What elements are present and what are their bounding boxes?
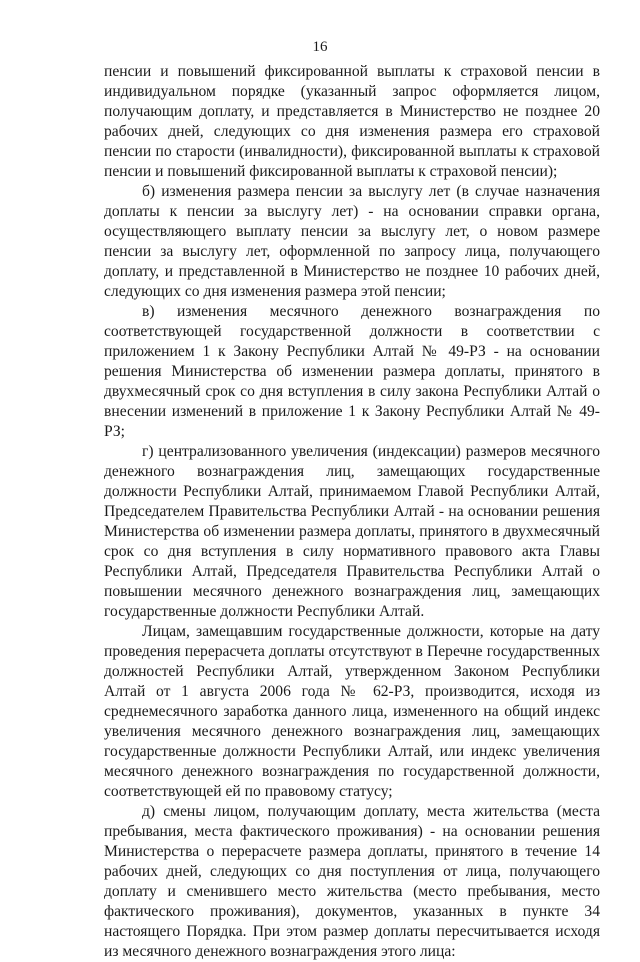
paragraph-continuation: пенсии и повышений фиксированной выплаты к страховой пенсии в индивидуальном порядке (указанный запрос оформляется лицом, получающим доплату, и представляется в Министерство не позднее 20 рабочих дней, следующих со дня изменения размера его страховой пенсии по старости (инвалидности), фиксированной выплаты к страховой пенсии и повышений фиксированной выплаты к страховой пенсии);: [104, 63, 600, 180]
page-number: 16: [312, 39, 328, 55]
paragraph-item-g: г) централизованного увеличения (индексации) размеров месячного денежного вознаграждения лиц, замещающих государственные должности Республики Алтай, принимаемом Главой Республики Алтай, Председателем Правительства Республики Алтай - на основании решения Министерства об изменении размера доплаты, принятого в двухмесячный срок со дня вступления в силу нормативного правового акта Главы Республики Алтай, Председателя Правительства Республики Алтай о повышении месячного денежного вознаграждения лиц, замещающих государственные должности Республики Алтай.: [104, 443, 600, 620]
document-body: [104, 62, 600, 962]
paragraph-former-officials: Лицам, замещавшим государственные должности, которые на дату проведения перерасчета доплаты отсутствуют в Перечне государственных должностей Республики Алтай, утвержденном Законом Республики Алтай от 1 августа 2006 года № 62-РЗ, производится, исходя из среднемесячного заработка данного лица, измененного на общий индекс увеличения месячного денежного вознаграждения лиц, замещающих государственные должности Республики Алтай, или индекс увеличения месячного денежного вознаграждения по государственной должности, соответствующей ей по правовому статусу;: [104, 623, 600, 800]
paragraph-item-b: б) изменения размера пенсии за выслугу лет (в случае назначения доплаты к пенсии за выслугу лет) - на основании справки органа, осуществляющего выплату пенсии за выслугу лет, о новом размере пенсии за выслугу лет, оформленной по запросу лица, получающего доплату, и представленной в Министерство не позднее 10 рабочих дней, следующих со дня изменения размера этой пенсии;: [104, 183, 600, 300]
paragraph-item-v: в) изменения месячного денежного вознаграждения по соответствующей государственной должности в соответствии с приложением 1 к Закону Республики Алтай № 49-РЗ - на основании решения Министерства об изменении размера доплаты, принятого в двухмесячный срок со дня вступления в силу закона Республики Алтай о внесении изменений в приложение 1 к Закону Республики Алтай № 49-РЗ;: [104, 303, 600, 440]
paragraph-item-d: д) смены лицом, получающим доплату, места жительства (места пребывания, места фактического проживания) - на основании решения Министерства о перерасчете размера доплаты, принятого в течение 14 рабочих дней, следующих со дня поступления от лица, получающего доплату и сменившего место жительства (место пребывания, место фактического проживания), документов, указанных в пункте 34 настоящего Порядка. При этом размер доплаты пересчитывается исходя из месячного денежного вознаграждения этого лица:: [104, 803, 600, 960]
